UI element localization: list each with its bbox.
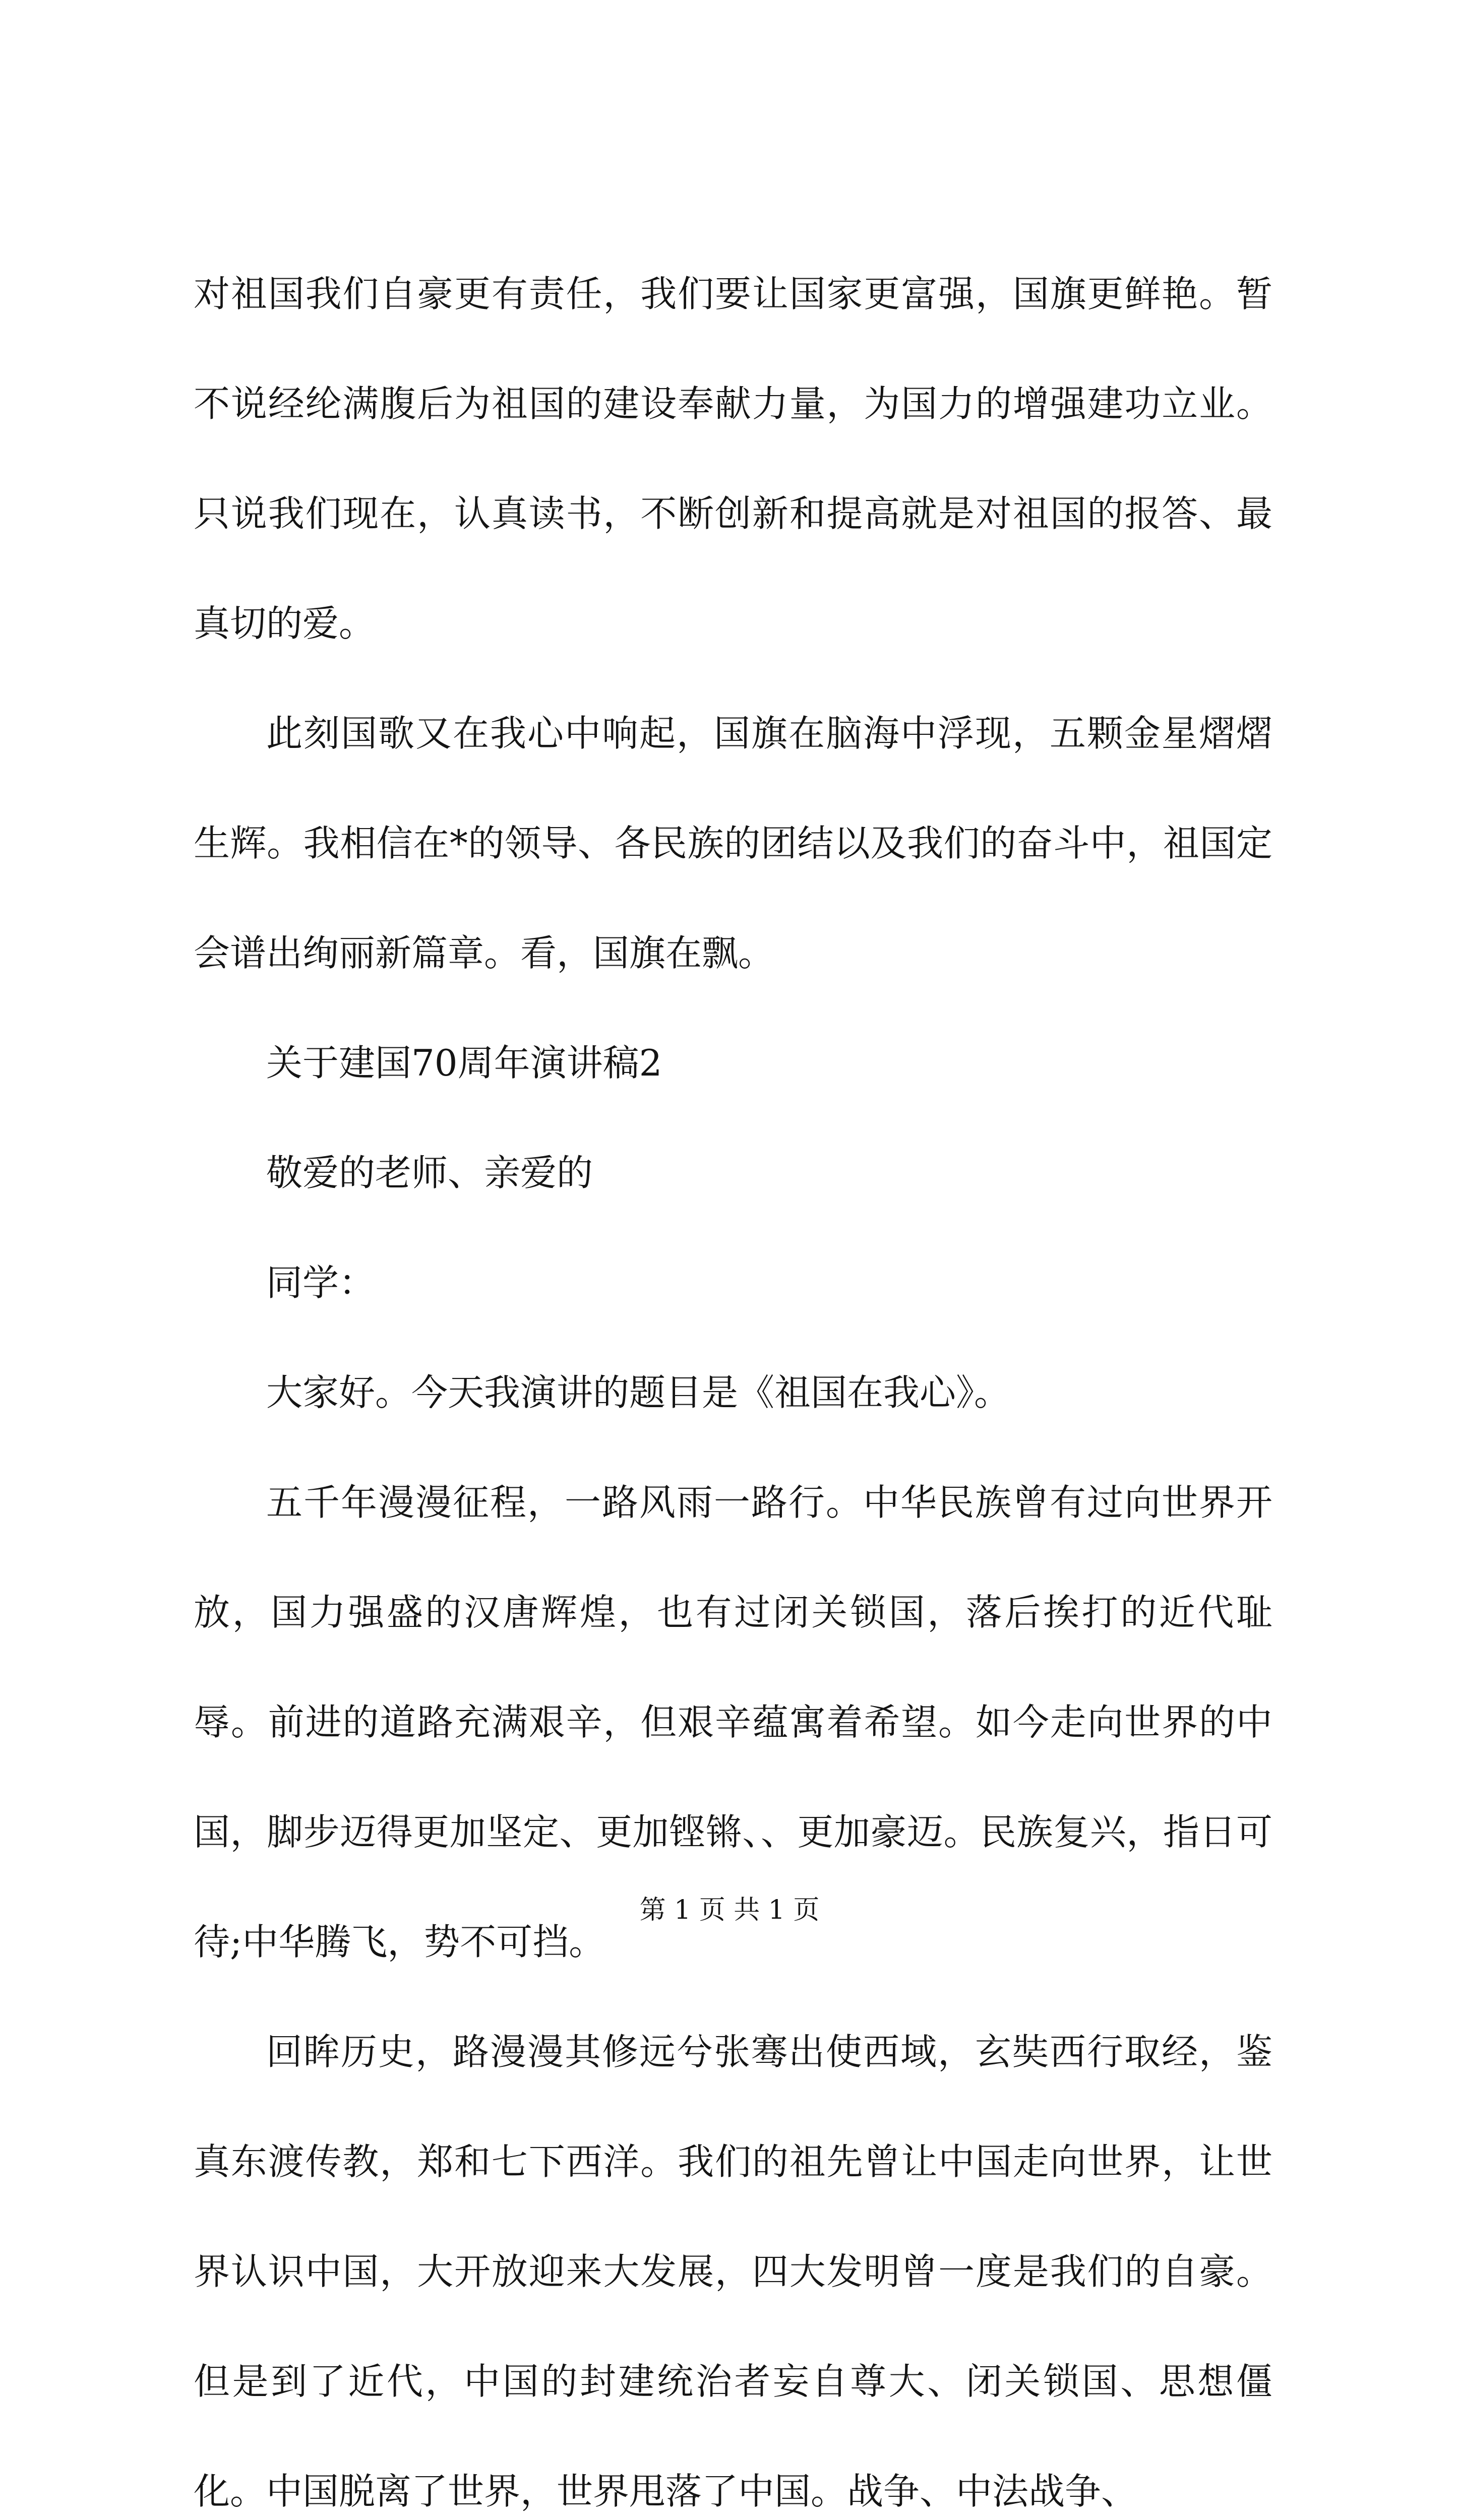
document-body: [194, 239, 1272, 2520]
paragraph-history-review: 回眸历史，路漫漫其修远兮张骞出使西域，玄奘西行取经，鉴真东渡传教，郑和七下西洋。我们的祖先曾让中国走向世界，让世界认识中国，大开放迎来大发展，四大发明曾一度是我们的自豪。但是到了近代，中国的封建统治者妄自尊大、闭关锁国、思想僵化。中国脱离了世界，世界甩落了中国。战争、中法战争、: [194, 2031, 1272, 2512]
speech-title: 关于建国70周年演讲稿2: [266, 1042, 662, 1084]
page-footer: 第 1 页 共 1 页: [639, 1895, 820, 1925]
paragraph-2: 此刻国歌又在我心中响起，国旗在脑海中浮现，五颗金星熠熠生辉。我相信在*的领导、各民族的团结以及我们的奋斗中，祖国定会谱出绚丽新篇章。看，国旗在飘。: [194, 712, 1272, 974]
paragraph-1: 对祖国我们自豪更有责任，我们要让国家更富强，国旗更鲜艳。暂不说经纶满腹后为祖国的建设奉献力量，为国力的增强建功立业。只说我们现在，认真读书，不断创新和提高就是对祖国的报答、最真切的爱。: [194, 273, 1272, 645]
salutation-line: 敬爱的老师、亲爱的: [266, 1152, 593, 1194]
paragraph-history-overview: 五千年漫漫征程，一路风雨一路行。中华民族曾有过向世界开放，国力强盛的汉唐辉煌，也有过闭关锁国，落后挨打的近代耻辱。前进的道路充满艰辛，但艰辛蕴寓着希望。如今走向世界的中国，脚步迈得更加坚定、更加铿锵、、更加豪迈。民族复兴，指日可待;中华腾飞，势不可挡。: [194, 1481, 1272, 1963]
greeting-paragraph: 大家好。今天我演讲的题目是《祖国在我心》。: [266, 1371, 1011, 1414]
salutation-continued: 同学：: [266, 1262, 376, 1304]
